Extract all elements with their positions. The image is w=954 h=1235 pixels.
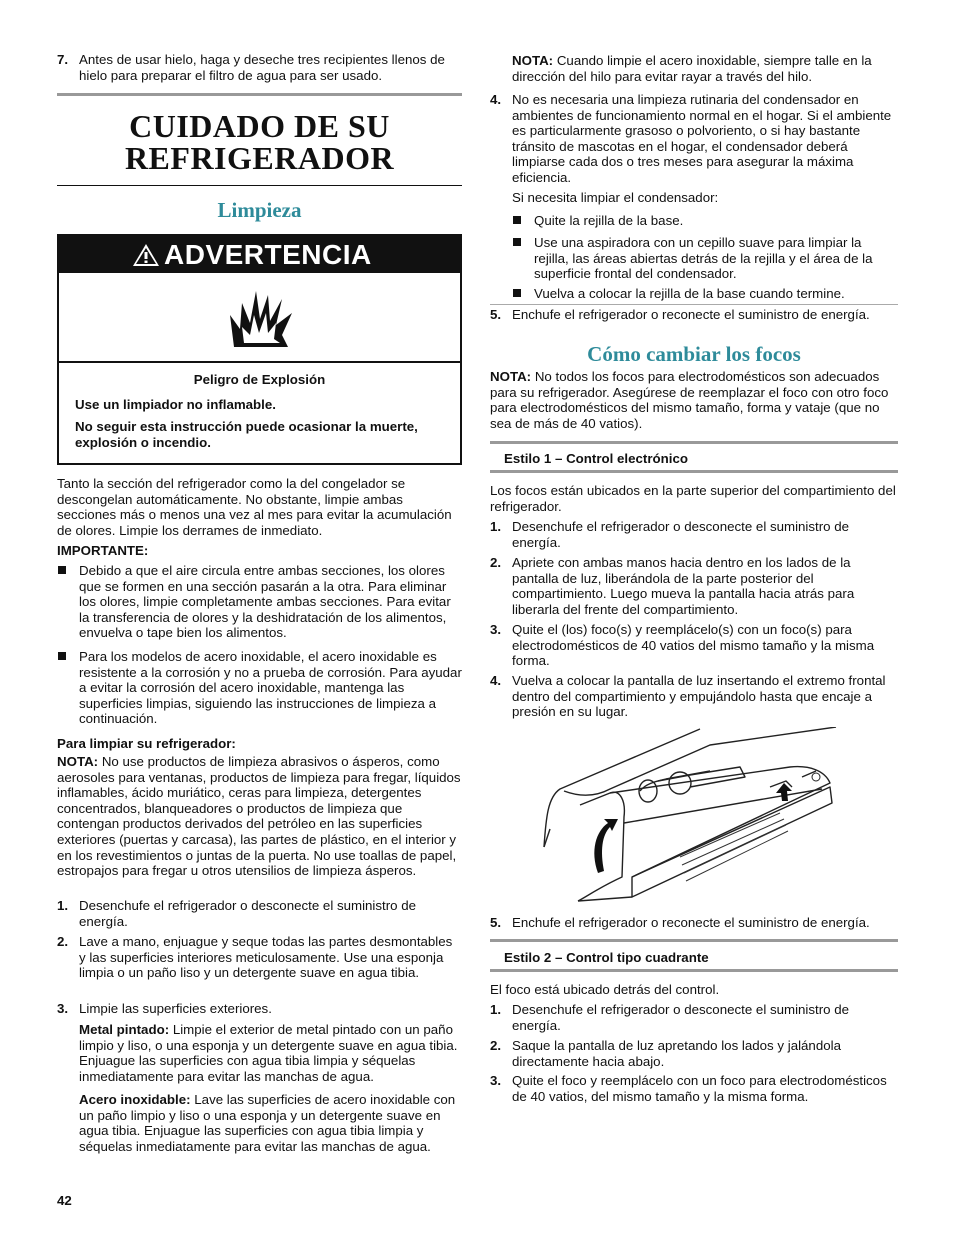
stainless-paragraph: Acero inoxidable: Lave las superficies de acero inoxidable con un paño limpio y liso o una esponja y un detergente suave en agua tibia. Enjuague las superficies con agua tibia limpia y séquelas inmediatamente para evitar las manchas de agua. — [79, 1092, 456, 1154]
condenser-bullet-1: Quite la rejilla de la base. — [512, 213, 898, 229]
divider — [490, 304, 898, 305]
page-number: 42 — [57, 1193, 72, 1208]
estilo1-step-2: 2. Apriete con ambas manos hacia dentro en los lados de la pantalla de luz, liberándola de la parte posterior del compartimiento. Luego mueva la pantalla hacia atrás para liberarla del frente del compartimiento. — [490, 555, 855, 617]
estilo2-step-3: 3. Quite el foco y reemplácelo con un foco para electrodomésticos de 40 vatios, del mismo tamaño y la misma forma. — [490, 1073, 887, 1104]
estilo2-step-2: 2. Saque la pantalla de luz apretando los lados y jalándola directamente hacia abajo. — [490, 1038, 841, 1069]
important-label: IMPORTANTE: — [57, 543, 149, 558]
warning-triangle-icon — [132, 243, 160, 267]
section-heading-focos: Cómo cambiar los focos — [587, 342, 801, 366]
stainless-nota: NOTA: Cuando limpie el acero inoxidable, siempre talle en la dirección del hilo para evitar rayar a través del hilo. — [512, 53, 872, 84]
light-shield-illustration — [540, 727, 840, 905]
estilo2-heading: Estilo 2 – Control tipo cuadrante — [504, 950, 709, 965]
condenser-bullet-3: Vuelva a colocar la rejilla de la base cuando termine. — [512, 286, 898, 302]
step-7: 7. Antes de usar hielo, haga y deseche tres recipientes llenos de hielo para preparar el filtro de agua para ser usado. — [57, 52, 445, 83]
hazard-symbol-panel — [59, 273, 460, 363]
nota-paragraph: NOTA: No use productos de limpieza abrasivos o ásperos, como aerosoles para ventanas, productos de limpieza para fregar, líquidos inflamables, ácido muriático, ceras para limpieza, detergentes concentrados, blanqueadores o productos de limpieza que contengan productos derivados del petróleo en las superficies exteriores (puertas y carcasa), las partes de plástico, en el interior y en los revestimientos o juntas de la puerta. No use toallas de papel, estropajos para fregar u otros utensilios de limpieza ásperos. — [57, 754, 461, 879]
estilo2-step-1: 1. Desenchufe el refrigerador o desconecte el suministro de energía. — [490, 1002, 850, 1033]
intro-paragraph: Tanto la sección del refrigerador como la del congelador se descongelan automáticamente. No obstante, limpie ambas secciones más o menos una vez al mes para evitar la acumulación de olores. Limpie los derrames de inmediato. — [57, 476, 452, 538]
estilo1-rule-bottom — [490, 470, 898, 473]
bullet-odors: Debido a que el aire circula entre ambas secciones, los olores que se formen en una sección pasarán a la otra. Para eliminar los olores, limpie completamente ambas secciones. Para evitar la transferencia de olores y la deshidratación de los alimentos, envuelva o tape bien los alimentos. — [57, 563, 462, 641]
estilo1-step-3: 3. Quite el (los) foco(s) y reemplácelo(s) con un foco(s) para electrodomésticos de 40 vatios del mismo tamaño y la misma forma. — [490, 622, 875, 669]
subhead-clean: Para limpiar su refrigerador: — [57, 736, 236, 751]
warning-line-2: No seguir esta instrucción puede ocasionar la muerte, explosión o incendio. — [75, 419, 418, 450]
explosion-icon — [226, 285, 296, 351]
estilo1-rule-top — [490, 441, 898, 444]
estilo1-step-1: 1. Desenchufe el refrigerador o desconecte el suministro de energía. — [490, 519, 850, 550]
warning-header — [59, 236, 460, 273]
clean-step-3: 3. Limpie las superficies exteriores. — [57, 1001, 272, 1016]
clean-step-2: 2. Lave a mano, enjuague y seque todas las partes desmontables y las superficies interiores meticulosamente. Use una esponja limpia o un paño liso y un detergente suave en agua tibia. — [57, 934, 453, 981]
estilo2-intro: El foco está ubicado detrás del control. — [490, 982, 720, 997]
title-rule-bottom — [57, 185, 462, 186]
clean-step-1: 1. Desenchufe el refrigerador o desconecte el suministro de energía. — [57, 898, 417, 929]
focos-nota: NOTA: No todos los focos para electrodomésticos son adecuados para su refrigerador. Asegúrese de reemplazar el foco con otro foco para electrodomésticos del mismo tamaño, forma y vataje (que no sea de más de 40 vatios). — [490, 369, 889, 431]
condenser-intro: Si necesita limpiar el condensador: — [512, 190, 719, 205]
warning-word: ADVERTENCIA — [164, 239, 372, 270]
page-title: CUIDADO DE SU REFRIGERADOR — [124, 108, 395, 176]
estilo1-intro: Los focos están ubicados en la parte superior del compartimiento del refrigerador. — [490, 483, 896, 514]
estilo2-rule-top — [490, 939, 898, 942]
section-heading-limpieza: Limpieza — [217, 198, 302, 222]
title-rule-top — [57, 93, 462, 96]
clean-step-5: 5. Enchufe el refrigerador o reconecte el suministro de energía. — [490, 307, 870, 322]
condenser-bullet-2: Use una aspiradora con un cepillo suave para limpiar la rejilla, las áreas abiertas detrás de la rejilla y el área de la superficie frontal del condensador. — [512, 235, 898, 282]
estilo1-step-5: 5. Enchufe el refrigerador o reconecte el suministro de energía. — [490, 915, 870, 930]
warning-box — [57, 234, 462, 465]
estilo2-rule-bottom — [490, 969, 898, 972]
bullet-stainless: Para los modelos de acero inoxidable, el acero inoxidable es resistente a la corrosión y no a prueba de corrosión. Para ayudar a evitar la corrosión del acero inoxidable, mantenga las superficies limpias, siguiendo las instrucciones de limpieza a continuación. — [57, 649, 462, 727]
estilo1-heading: Estilo 1 – Control electrónico — [504, 451, 688, 466]
hazard-title: Peligro de Explosión — [193, 372, 326, 387]
warning-line-1: Use un limpiador no inflamable. — [75, 397, 276, 412]
clean-step-4: 4. No es necesaria una limpieza rutinaria del condensador en ambientes de funcionamiento normal en el hogar. Si el ambiente es particularmente grasoso o polvoriento, o si hay bastante tránsito de mascotas en el hogar, el condensador deberá limpiarse cada dos o tres meses para asegurar la máxima eficiencia. — [490, 92, 892, 185]
estilo1-step-4: 4. Vuelva a colocar la pantalla de luz insertando el extremo frontal dentro del compartimiento y empujándolo hasta que encaje a presión en su lugar. — [490, 673, 886, 720]
painted-metal-paragraph: Metal pintado: Limpie el exterior de metal pintado con un paño limpio y liso, o una esponja y un detergente suave en agua tibia. Enjuague las superficies con agua tibia limpia y séquelas inmediatamente para evitar las manchas de agua. — [79, 1022, 458, 1084]
